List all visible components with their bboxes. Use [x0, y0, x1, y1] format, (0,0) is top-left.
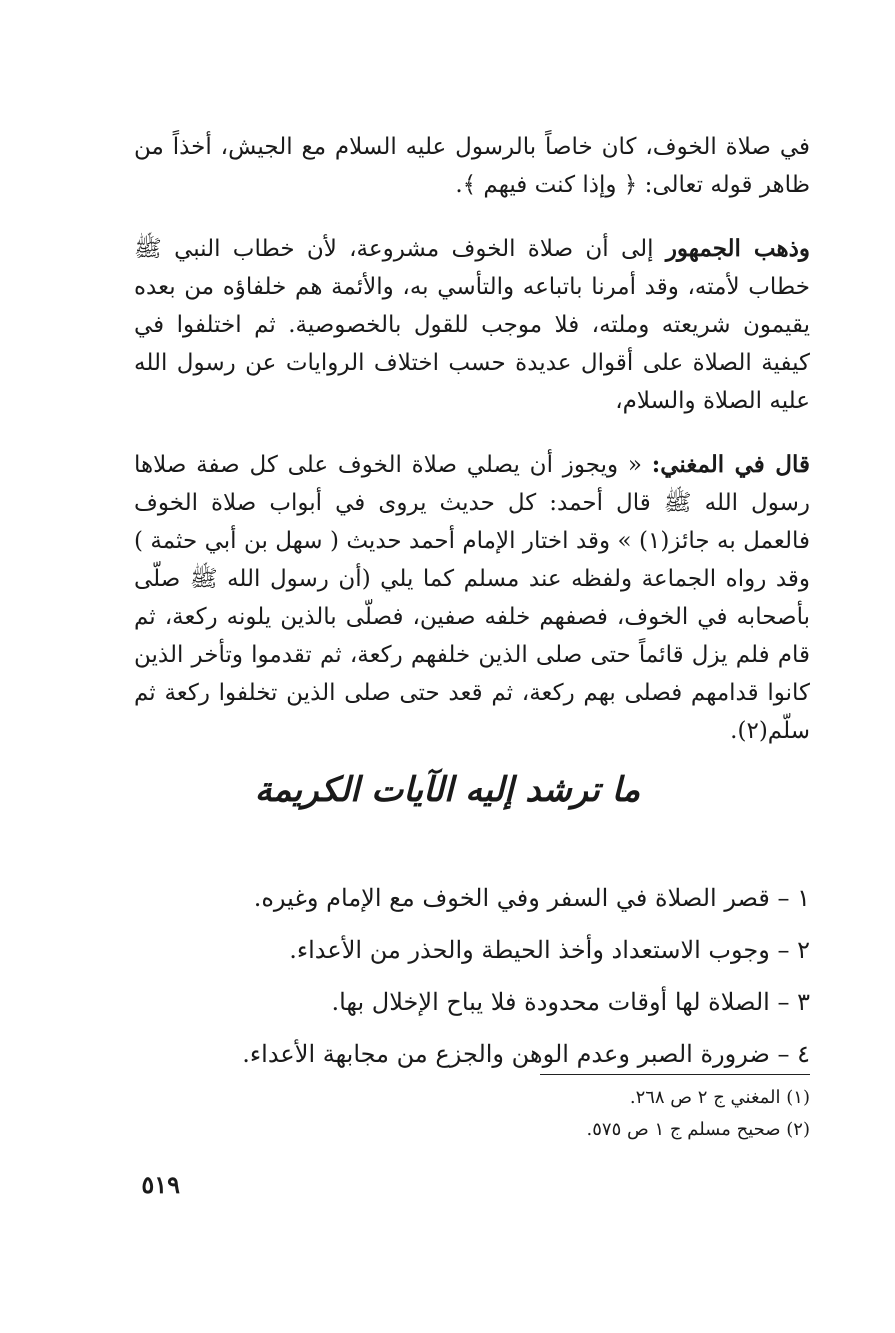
paragraph-3-lead: قال في المغني:: [651, 451, 810, 478]
paragraph-1: [134, 128, 810, 204]
footnote-item: (١) المغني ج ٢ ص ٢٦٨.: [629, 1087, 810, 1108]
footnote-item: (٢) صحيح مسلم ج ١ ص ٥٧٥.: [586, 1119, 810, 1140]
list-item: ٣ – الصلاة لها أوقات محدودة فلا يباح الإخلال بها.: [331, 988, 810, 1016]
points-list: [150, 872, 810, 1080]
paragraph-3-text: « ويجوز أن يصلي صلاة الخوف على كل صفة صلاها رسول الله ﷺ قال أحمد: كل حديث يروى في أبواب صلاة الخوف فالعمل به جائز(١) » وقد اختار الإمام أحمد حديث ( سهل بن أبي حثمة ) وقد رواه الجماعة ولفظه عند مسلم كما يلي (أن رسول الله ﷺ صلّى بأصحابه في الخوف، فصفهم خلفه صفين، فصلّى بالذين يلونه ركعة، ثم قام فلم يزل قائماً حتى صلى الذين خلفهم ركعة، ثم تقدموا وتأخر الذين كانوا قدامهم فصلى بهم ركعة، ثم قعد حتى صلى الذين تخلفوا ركعة ثم سلّم(٢).: [134, 452, 810, 744]
list-item: ٤ – ضرورة الصبر وعدم الوهن والجزع من مجابهة الأعداء.: [242, 1040, 810, 1068]
list-item: ١ – قصر الصلاة في السفر وفي الخوف مع الإمام وغيره.: [253, 884, 810, 912]
paragraph-2: [134, 230, 810, 420]
paragraph-2-lead: وذهب الجمهور: [665, 235, 810, 262]
paragraph-3: [134, 446, 810, 750]
footnotes: [400, 1082, 810, 1146]
list-item: ٢ – وجوب الاستعداد وأخذ الحيطة والحذر من الأعداء.: [289, 936, 810, 964]
paragraph-1-text: في صلاة الخوف، كان خاصاً بالرسول عليه السلام مع الجيش، أخذاً من ظاهر قوله تعالى: ﴿ وإذا كنت فيهم ﴾.: [134, 134, 810, 198]
paragraph-2-text: إلى أن صلاة الخوف مشروعة، لأن خطاب النبي ﷺ خطاب لأمته، وقد أمرنا باتباعه والتأسي به، والأئمة هم خلفاؤه من بعده يقيمون شريعته وملته، فلا موجب للقول بالخصوصية. ثم اختلفوا في كيفية الصلاة على أقوال عديدة حسب اختلاف الروايات عن رسول الله عليه الصلاة والسلام،: [134, 236, 810, 414]
page-number: ٥١٩: [141, 1170, 180, 1199]
section-heading: ما ترشد إليه الآيات الكريمة: [254, 770, 641, 810]
footnote-divider: [540, 1074, 810, 1075]
